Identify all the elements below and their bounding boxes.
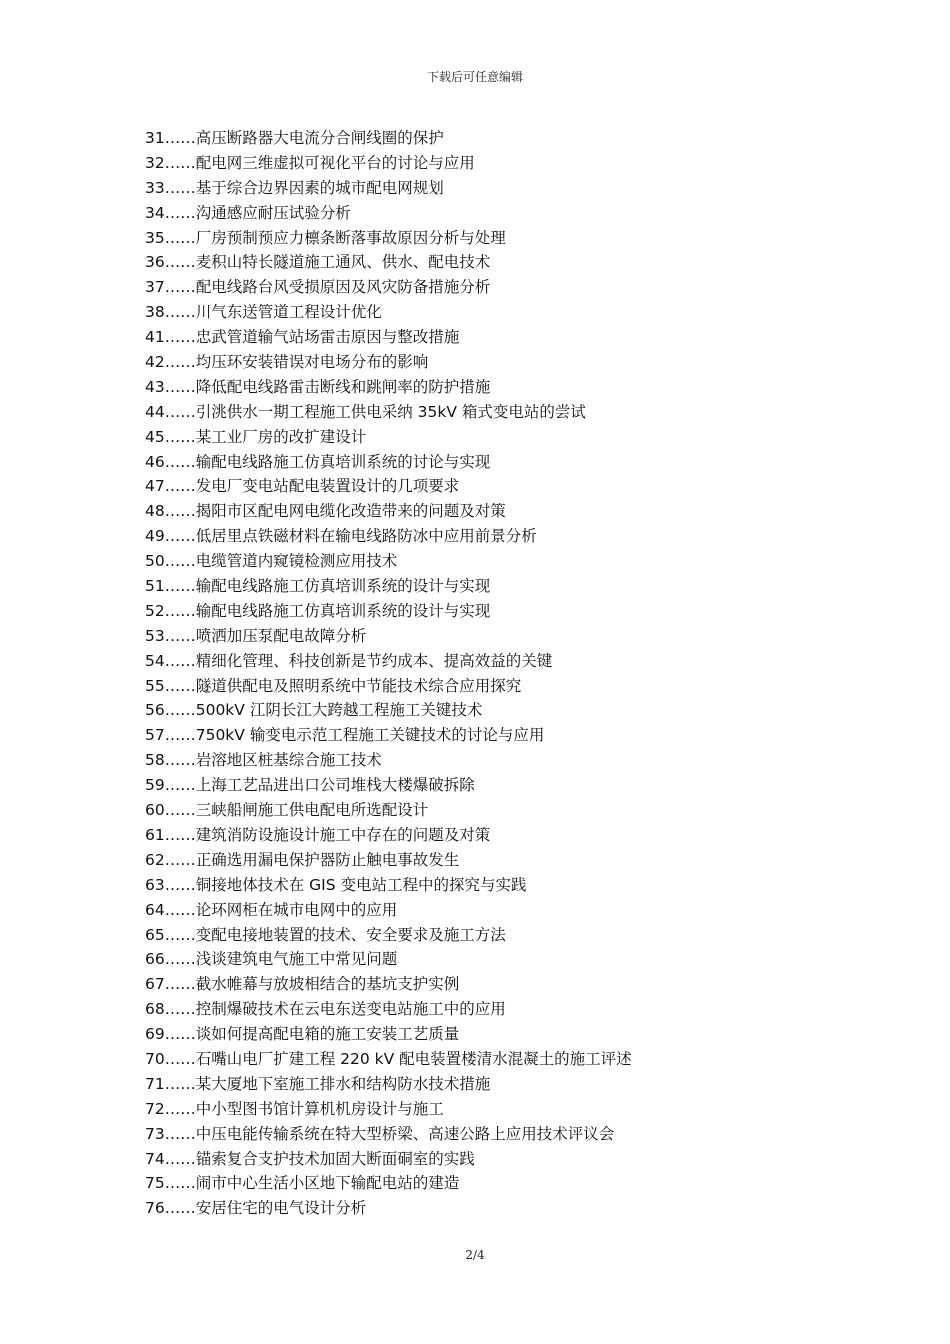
toc-entry: 38……川气东送管道工程设计优化 [145, 303, 382, 322]
toc-entry: 50……电缆管道内窥镜检测应用技术 [145, 552, 398, 571]
toc-entry: 57……750kV 输变电示范工程施工关键技术的讨论与应用 [145, 726, 545, 745]
toc-entry: 51……输配电线路施工仿真培训系统的设计与实现 [145, 577, 491, 596]
toc-entry: 36……麦积山特长隧道施工通风、供水、配电技术 [145, 253, 491, 272]
toc-entry: 34……沟通感应耐压试验分析 [145, 203, 351, 222]
toc-entry: 59……上海工艺品进出口公司堆栈大楼爆破拆除 [145, 776, 475, 795]
toc-entry: 71……某大厦地下室施工排水和结构防水技术措施 [145, 1074, 491, 1093]
toc-entry: 75……闹市中心生活小区地下输配电站的建造 [145, 1174, 460, 1193]
toc-entry: 37……配电线路台风受损原因及风灾防备措施分析 [145, 278, 491, 297]
toc-entry: 45……某工业厂房的改扩建设计 [145, 427, 367, 446]
toc-entry: 46……输配电线路施工仿真培训系统的讨论与实现 [145, 452, 491, 471]
toc-entry: 41……忠武管道输气站场雷击原因与整改措施 [145, 328, 460, 347]
toc-entry: 68……控制爆破技术在云电东送变电站施工中的应用 [145, 1000, 506, 1019]
toc-entry: 52……输配电线路施工仿真培训系统的设计与实现 [145, 601, 491, 620]
toc-entry: 49……低居里点铁磁材料在输电线路防冰中应用前景分析 [145, 527, 537, 546]
toc-entry: 43……降低配电线路雷击断线和跳闸率的防护措施 [145, 377, 491, 396]
toc-entry: 61……建筑消防设施设计施工中存在的问题及对策 [145, 825, 491, 844]
toc-entry: 63……铜接地体技术在 GIS 变电站工程中的探究与实践 [145, 875, 527, 894]
toc-entry: 42……均压环安装错误对电场分布的影响 [145, 353, 429, 372]
toc-entry: 66……浅谈建筑电气施工中常见问题 [145, 950, 398, 969]
toc-entry: 65……变配电接地装置的技术、安全要求及施工方法 [145, 925, 506, 944]
toc-entry: 31……高压断路器大电流分合闸线圈的保护 [145, 129, 444, 147]
page-header: 下载后可任意编辑 [426, 70, 523, 84]
toc-entry: 67……截水帷幕与放坡相结合的基坑支护实例 [145, 975, 460, 994]
toc-entry: 55……隧道供配电及照明系统中节能技术综合应用探究 [145, 676, 522, 695]
toc-entry: 73……中压电能传输系统在特大型桥梁、高速公路上应用技术评议会 [145, 1124, 615, 1143]
toc-entry: 56……500kV 江阴长江大跨越工程施工关键技术 [145, 701, 483, 720]
toc-entry: 62……正确选用漏电保护器防止触电事故发生 [145, 850, 460, 869]
toc-entry: 54……精细化管理、科技创新是节约成本、提高效益的关键 [145, 651, 553, 670]
toc-entry: 33……基于综合边界因素的城市配电网规划 [145, 178, 444, 197]
toc-entry: 47……发电厂变电站配电装置设计的几项要求 [145, 477, 460, 496]
toc-entry: 48……揭阳市区配电网电缆化改造带来的问题及对策 [145, 502, 506, 521]
toc-entry: 58……岩溶地区桩基综合施工技术 [145, 751, 382, 770]
toc-entry: 70……石嘴山电厂扩建工程 220 kV 配电装置楼清水混凝土的施工评述 [145, 1049, 632, 1068]
toc-entry: 76……安居住宅的电气设计分析 [145, 1199, 367, 1218]
toc-entry: 35……厂房预制预应力檩条断落事故原因分析与处理 [145, 228, 506, 247]
toc-entry: 60……三峡船闸施工供电配电所选配设计 [145, 801, 429, 820]
toc-entry: 69……谈如何提高配电箱的施工安装工艺质量 [145, 1025, 460, 1044]
page-number: 2/4 [465, 1248, 485, 1262]
toc-entry: 32……配电网三维虚拟可视化平台的讨论与应用 [145, 153, 475, 172]
toc-entry: 53……喷洒加压泵配电故障分析 [145, 626, 367, 645]
toc-entry: 44……引洮供水一期工程施工供电采纳 35kV 箱式变电站的尝试 [145, 402, 586, 421]
toc-entry: 64……论环网柜在城市电网中的应用 [145, 900, 398, 919]
toc-entry: 74……锚索复合支护技术加固大断面硐室的实践 [145, 1149, 475, 1168]
table-of-contents [145, 126, 845, 1221]
toc-entry: 72……中小型图书馆计算机机房设计与施工 [145, 1099, 444, 1118]
